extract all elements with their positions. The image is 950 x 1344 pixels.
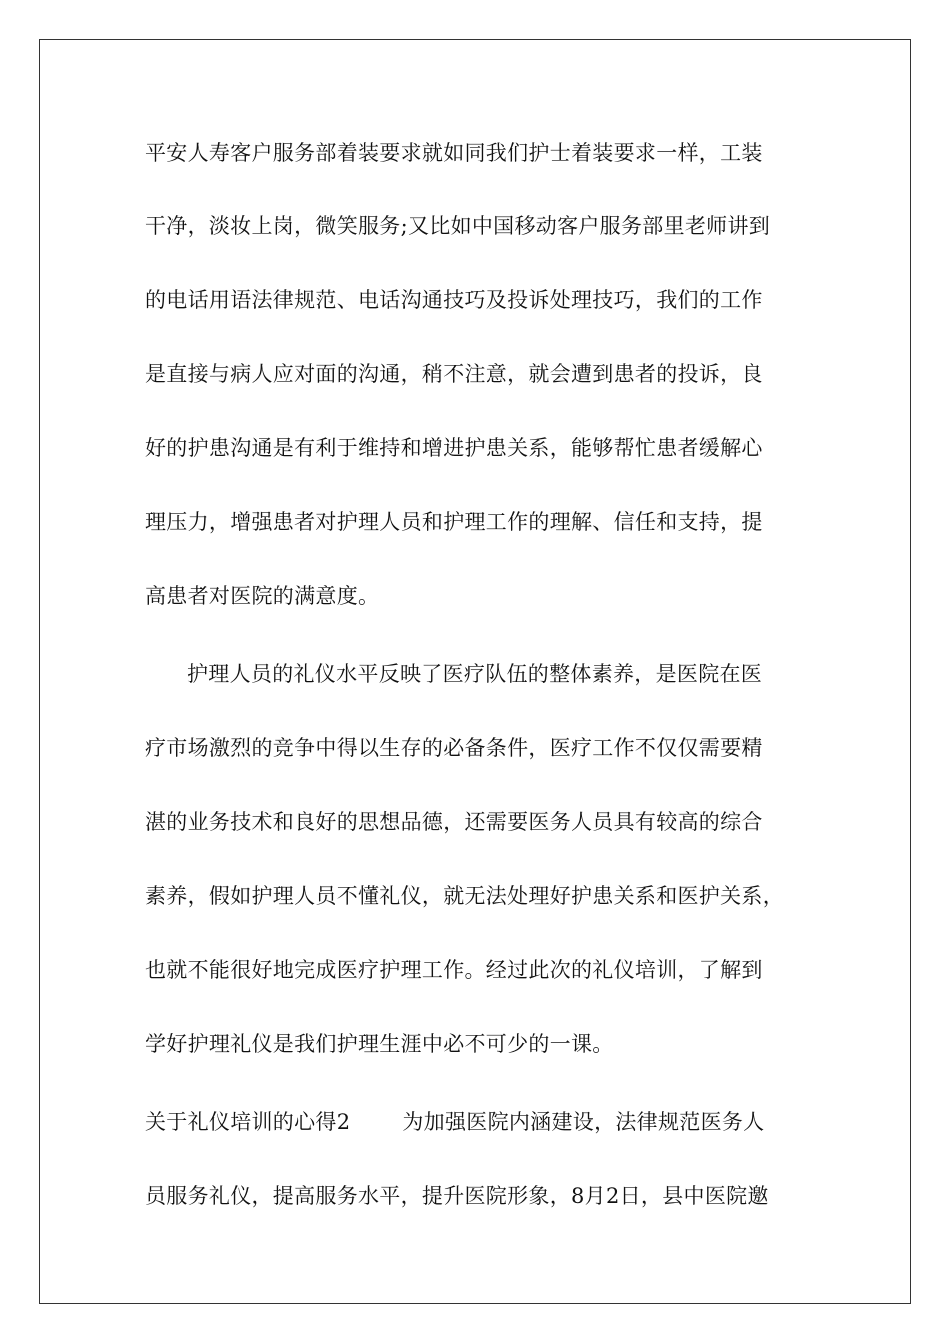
- text-line: 理压力，增强患者对护理人员和护理工作的理解、信任和支持，提: [145, 510, 763, 534]
- section-heading: 关于礼仪培训的心得2: [145, 1110, 351, 1134]
- text-line: 好的护患沟通是有利于维持和增进护患关系，能够帮忙患者缓解心: [145, 436, 763, 460]
- text-line: [145, 1107, 764, 1137]
- text-line: 疗市场激烈的竞争中得以生存的必备条件，医疗工作不仅仅需要精: [145, 736, 763, 760]
- text-line: 也就不能很好地完成医疗护理工作。经过此次的礼仪培训，了解到: [145, 958, 763, 982]
- text-line: 护理人员的礼仪水平反映了医疗队伍的整体素养，是医院在医: [187, 662, 763, 686]
- text-line: 员服务礼仪，提高服务水平，提升医院形象，8月2日，县中医院邀: [145, 1184, 769, 1208]
- text-line: 素养，假如护理人员不懂礼仪，就无法处理好护患关系和医护关系，: [145, 884, 784, 908]
- text-line: 干净，淡妆上岗，微笑服务;又比如中国移动客户服务部里老师讲到: [145, 214, 771, 238]
- text-line: 的电话用语法律规范、电话沟通技巧及投诉处理技巧，我们的工作: [145, 288, 763, 312]
- text-line: 是直接与病人应对面的沟通，稍不注意，就会遭到患者的投诉，良: [145, 362, 763, 386]
- text-line: 湛的业务技术和良好的思想品德，还需要医务人员具有较高的综合: [145, 810, 763, 834]
- text-line: 学好护理礼仪是我们护理生涯中必不可少的一课。: [145, 1032, 614, 1056]
- text-run: 为加强医院内涵建设，法律规范医务人: [402, 1110, 765, 1134]
- text-line: 高患者对医院的满意度。: [145, 584, 380, 608]
- text-line: 平安人寿客户服务部着装要求就如同我们护士着装要求一样，工装: [145, 141, 763, 165]
